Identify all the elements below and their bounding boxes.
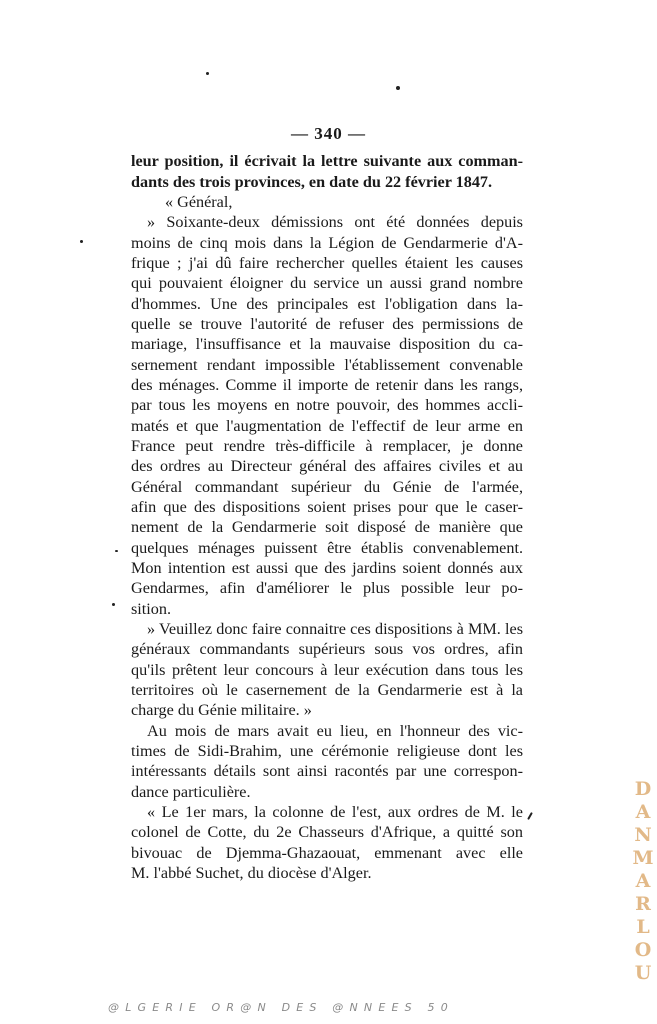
text-line: qu'ils prêtent leur concours à leur exécution dans tous les [131, 661, 523, 679]
text-line: mariage, l'insuffisance et la mauvaise disposition du ca- [131, 335, 523, 353]
text-line: quelques ménages puissent être établis convenablement. [131, 539, 523, 557]
text-line: frique ; j'ai dû faire rechercher quelles étaient les causes [131, 254, 523, 272]
text-line: des ordres au Directeur général des affaires civiles et au [131, 457, 523, 475]
page-number: — 340 — [291, 124, 366, 143]
scan-speck [527, 812, 533, 820]
text-line: sition. [131, 600, 172, 618]
text-line: France peut rendre très-difficile à remplacer, je donne [131, 437, 523, 455]
text-line: Gendarmes, afin d'améliorer le plus possible leur po- [131, 579, 523, 597]
text-line: M. l'abbé Suchet, du diocèse d'Alger. [131, 864, 372, 882]
text-line: » Soixante-deux démissions ont été données depuis [147, 213, 523, 231]
text-line: charge du Génie militaire. » [131, 701, 312, 719]
scan-speck [396, 86, 400, 90]
scan-speck [206, 72, 209, 75]
text-line: matés et que l'augmentation de l'effectif de leur arme en [131, 417, 523, 435]
text-line: Général commandant supérieur du Génie de l'armée, [131, 478, 523, 496]
text-line: moins de cinq mois dans la Légion de Gendarmerie d'A- [131, 234, 523, 252]
text-line: des ménages. Comme il importe de retenir dans les rangs, [131, 376, 523, 394]
text-line: leur position, il écrivait la lettre suivante aux comman- [131, 152, 523, 170]
watermark-text: DANMARLOU [632, 778, 654, 984]
text-line: dance particulière. [131, 783, 251, 801]
text-line: afin que des dispositions soient prises pour que le caser- [131, 498, 523, 516]
text-line: d'hommes. Une des principales est l'obligation dans la- [131, 295, 523, 313]
text-line: nement de la Gendarmerie soit disposé de manière que [131, 518, 523, 536]
text-line: dants des trois provinces, en date du 22 février 1847. [131, 173, 493, 191]
text-line: colonel de Cotte, du 2e Chasseurs d'Afrique, a quitté son [131, 823, 523, 841]
scan-speck [80, 240, 83, 243]
text-line: généraux commandants supérieurs sous vos ordres, afin [131, 640, 523, 658]
text-line: par tous les moyens en notre pouvoir, des hommes accli- [131, 396, 523, 414]
scan-speck [112, 603, 115, 606]
text-line: quelle se trouve l'autorité de refuser des permissions de [131, 315, 523, 333]
text-line: Au mois de mars avait eu lieu, en l'honneur des vic- [147, 722, 523, 740]
text-line: » Veuillez donc faire connaitre ces dispositions à MM. les [147, 620, 523, 638]
text-line: bivouac de Djemma-Ghazaouat, emmenant avec elle [131, 844, 523, 862]
text-line: Mon intention est aussi que des jardins soient donnés aux [131, 559, 523, 577]
text-line: qui pouvaient éloigner du service un aussi grand nombre [131, 274, 523, 292]
scan-speck [115, 550, 118, 552]
text-line: sernement rendant impossible l'établissement convenable [131, 356, 523, 374]
text-line: territoires où le casernement de la Gendarmerie est à la [131, 681, 523, 699]
text-line: times de Sidi-Brahim, une cérémonie religieuse dont les [131, 742, 523, 760]
text-line: intéressants détails sont ainsi racontés par une correspon- [131, 762, 523, 780]
text-line: « Général, [165, 193, 233, 211]
footer-caption: @LGERIE OR@N DES @NNEES 50 [108, 1001, 454, 1014]
text-line: « Le 1er mars, la colonne de l'est, aux ordres de M. le [147, 803, 523, 821]
